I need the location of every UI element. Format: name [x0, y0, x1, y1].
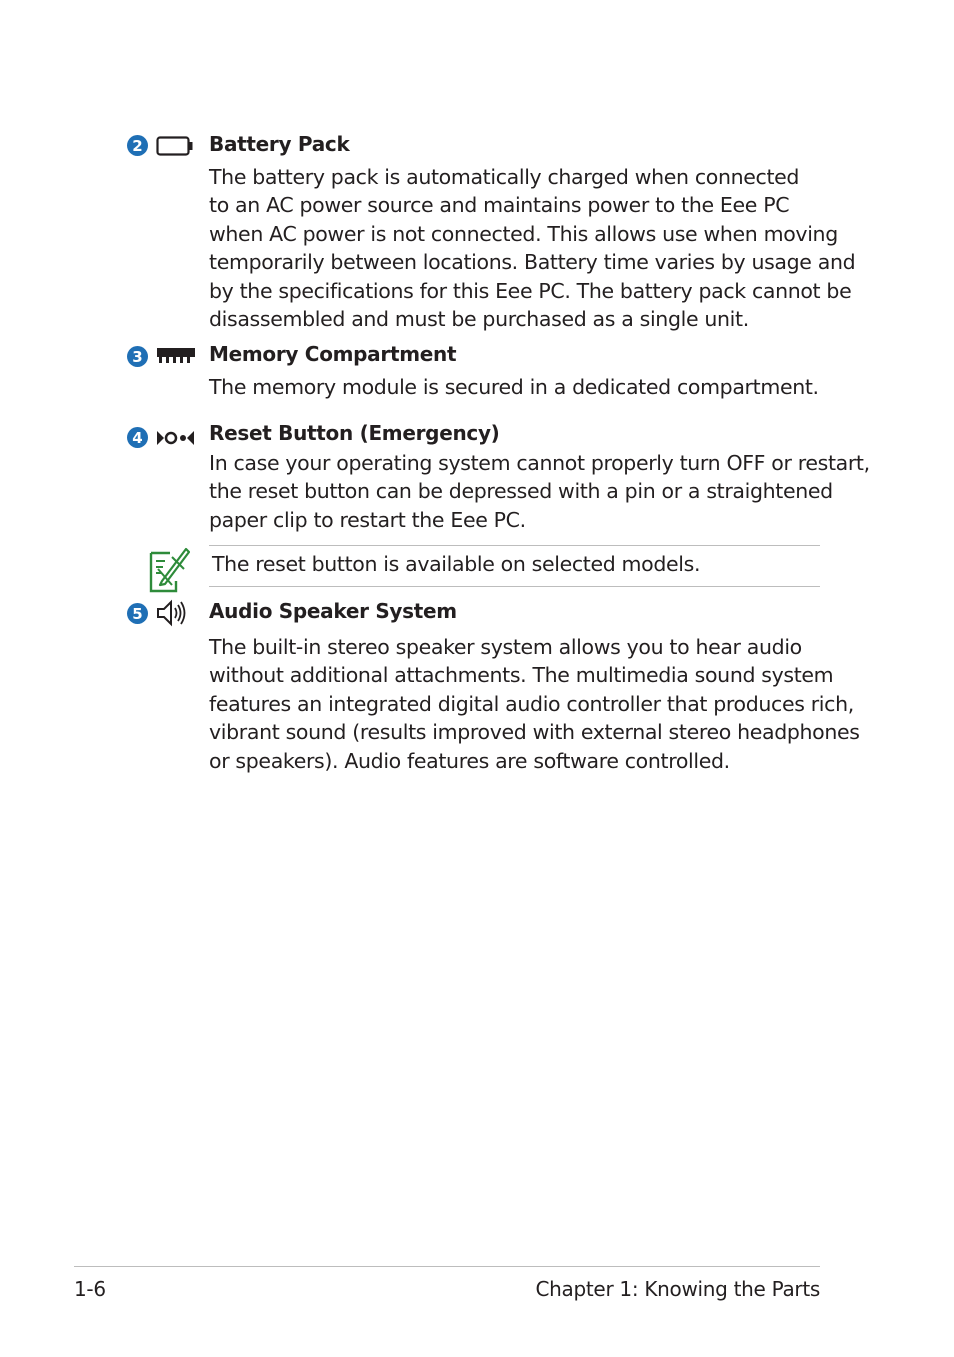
section-title: Audio Speaker System — [209, 599, 457, 623]
body-line: temporarily between locations. Battery time varies by usage and — [209, 250, 856, 275]
section-body — [209, 633, 860, 775]
section-body — [209, 373, 829, 401]
body-line: The memory module is secured in a dedicated compartment. — [209, 375, 819, 399]
section-number-badge: 2 — [127, 135, 148, 156]
battery-icon — [156, 136, 194, 160]
body-line: when AC power is not connected. This allows use when moving — [209, 221, 838, 246]
speaker-icon — [156, 599, 188, 631]
section-number-badge: 5 — [127, 603, 148, 624]
note-box — [209, 545, 820, 587]
body-line: The battery pack is automatically charged when connected — [209, 165, 800, 189]
section-number-badge: 4 — [127, 427, 148, 448]
body-line: disassembled and must be purchased as a single unit. — [209, 307, 749, 332]
section-title: Battery Pack — [209, 132, 350, 156]
section-title: Memory Compartment — [209, 342, 457, 366]
body-line: In case your operating system cannot properly turn OFF or restart, — [209, 451, 870, 475]
note-pencil-icon — [148, 545, 190, 599]
chapter-title: Chapter 1: Knowing the Parts — [535, 1277, 820, 1301]
body-line: or speakers). Audio features are software controlled. — [209, 748, 730, 773]
body-line: The built-in stereo speaker system allows you to hear audio — [209, 635, 802, 659]
body-line: to an AC power source and maintains power to the Eee PC — [209, 193, 790, 218]
body-line: paper clip to restart the Eee PC. — [209, 507, 526, 532]
section-title: Reset Button (Emergency) — [209, 421, 500, 445]
section-body — [209, 163, 856, 333]
reset-icon — [156, 428, 196, 452]
body-line: features an integrated digital audio controller that produces rich, — [209, 691, 854, 716]
body-line: the reset button can be depressed with a pin or a straightened — [209, 479, 833, 504]
body-line: vibrant sound (results improved with external stereo headphones — [209, 720, 860, 745]
body-line: by the specifications for this Eee PC. The battery pack cannot be — [209, 278, 852, 303]
section-body — [209, 449, 870, 534]
section-number-badge: 3 — [127, 346, 148, 367]
note-text: The reset button is available on selected models. — [212, 552, 701, 576]
footer-divider — [74, 1266, 820, 1267]
body-line: without additional attachments. The multimedia sound system — [209, 663, 834, 688]
memory-icon — [156, 346, 196, 370]
page-number: 1-6 — [74, 1277, 106, 1301]
